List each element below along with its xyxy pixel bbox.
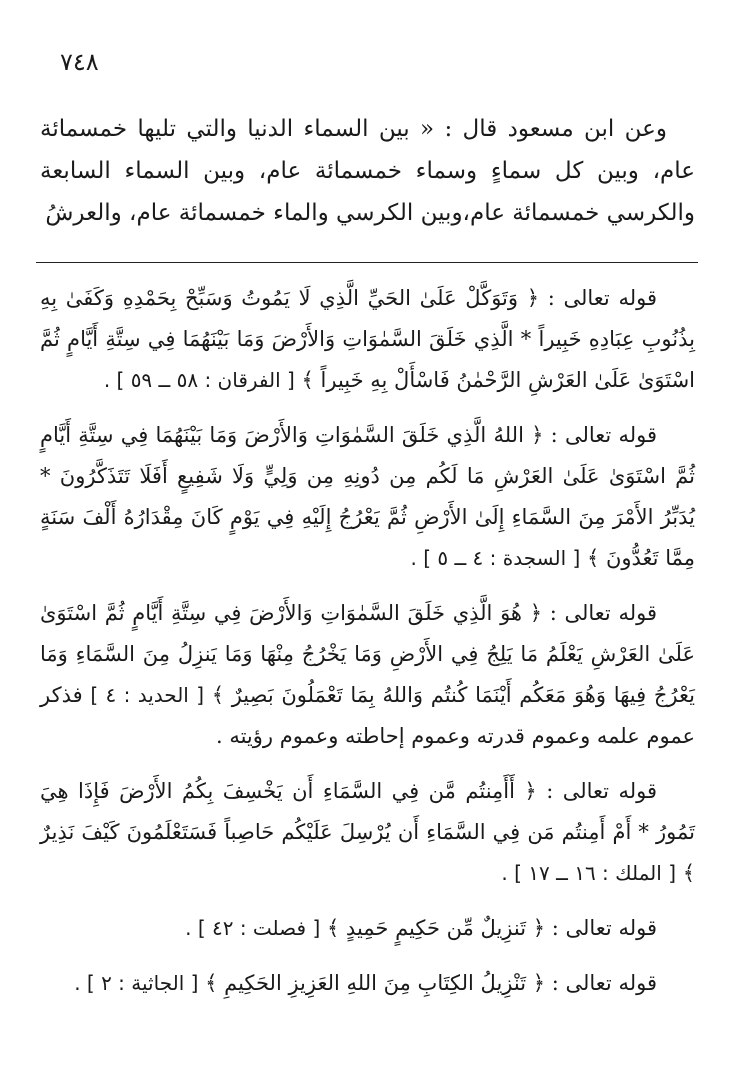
quran-quote: ﴿ اللهُ الَّذِي خَلَقَ السَّمٰوَاتِ وَالأَرْضَ وَمَا بَيْنَهُمَا فِي سِتَّةِ أَيَّامٍ ثُمَّ اسْتَوَىٰ عَلَىٰ العَرْشِ مَا لَكُم مِن دُونِهِ مِن وَلِيٍّ وَلَا شَفِيعٍ أَفَلَا تَتَذَكَّرُونَ * يُدَبِّرُ الأَمْرَ مِنَ السَّمَاءِ إِلَىٰ الأَرْضِ ثُمَّ يَعْرُجُ إِلَيْهِ فِي يَوْمٍ كَانَ مِقْدَارُهُ أَلْفَ سَنَةٍ مِمَّا تَعُدُّونَ ﴾ [40,423,695,570]
footnote-lead: قوله تعالى : [549,601,657,625]
footnote-1 [40,278,695,401]
verse-reference: [ الجاثية : ٢ ] . [74,971,199,995]
footnote-divider [36,262,698,263]
footnote-6 [40,963,695,1004]
quran-quote: ﴿ تَنزِيلٌ مِّن حَكِيمٍ حَمِيدٍ ﴾ [326,916,546,940]
verse-reference: [ الحديد : ٤ ] [90,683,205,707]
verse-reference: [ الملك : ١٦ ــ ١٧ ] . [501,861,676,885]
quran-quote: ﴿ تَنْزِيلُ الكِتَابِ مِنَ اللهِ العَزِيزِ الحَكِيمِ ﴾ [205,971,546,995]
commentary-text: فذكر عموم علمه وعموم قدرته وعموم إحاطته وعموم رؤيته . [40,683,695,748]
intro-paragraph: وعن ابن مسعود قال : « بين السماء الدنيا والتي تليها خمسمائة عام، وبين كل سماءٍ وسماء خمسمائة عام، وبين السماء السابعة والكرسي خمسمائة عام،وبين الكرسي والماء خمسمائة عام، والعرشُ [40,116,695,226]
quran-quote: ﴿ هُوَ الَّذِي خَلَقَ السَّمٰوَاتِ وَالأَرْضَ فِي سِتَّةِ أَيَّامٍ ثُمَّ اسْتَوَىٰ عَلَىٰ العَرْشِ يَعْلَمُ مَا يَلِجُ فِي الأَرْضِ وَمَا يَخْرُجُ مِنْهَا وَمَا يَنزِلُ مِنَ السَّمَاءِ وَمَا يَعْرُجُ فِيهَا وَهُوَ مَعَكُم أَيْنَمَا كُنتُم وَاللهُ بِمَا تَعْمَلُونَ بَصِيرٌ ﴾ [40,601,695,707]
footnote-lead: قوله تعالى : [546,779,658,803]
footnote-lead: قوله تعالى : [551,916,657,940]
quran-quote: ﴿ أَأَمِنتُم مَّن فِي السَّمَاءِ أَن يَخْسِفَ بِكُمُ الأَرْضَ فَإِذَا هِيَ تَمُورُ * أَمْ أَمِنتُم مَن فِي السَّمَاءِ أَن يُرْسِلَ عَلَيْكُم حَاصِباً فَسَتَعْلَمُونَ كَيْفَ نَذِيرٌ ﴾ [40,779,695,885]
footnote-lead: قوله تعالى : [547,286,657,310]
footnote-4 [40,771,695,894]
main-text [40,108,695,234]
footnote-2 [40,415,695,579]
quran-quote: ﴿ وَتَوَكَّلْ عَلَىٰ الحَيِّ الَّذِي لَا يَمُوتُ وَسَبِّحْ بِحَمْدِهِ وَكَفَىٰ بِهِ بِذُنُوبِ عِبَادِهِ خَبِيراً * الَّذِي خَلَقَ السَّمٰوَاتِ وَالأَرْضَ وَمَا بَيْنَهُمَا فِي سِتَّةِ أَيَّامٍ ثُمَّ اسْتَوَىٰ عَلَىٰ العَرْشِ الرَّحْمٰنُ فَاسْأَلْ بِهِ خَبِيراً ﴾ [40,286,695,392]
footnotes-section [40,278,695,1018]
footnote-5 [40,908,695,949]
footnote-lead: قوله تعالى : [550,423,657,447]
footnote-3 [40,593,695,757]
verse-reference: [ فصلت : ٤٢ ] . [185,916,321,940]
page-number: ٧٤٨ [60,48,99,76]
footnote-lead: قوله تعالى : [551,971,657,995]
verse-reference: [ السجدة : ٤ ــ ٥ ] . [410,546,581,570]
verse-reference: [ الفرقان : ٥٨ ــ ٥٩ ] . [103,368,295,392]
